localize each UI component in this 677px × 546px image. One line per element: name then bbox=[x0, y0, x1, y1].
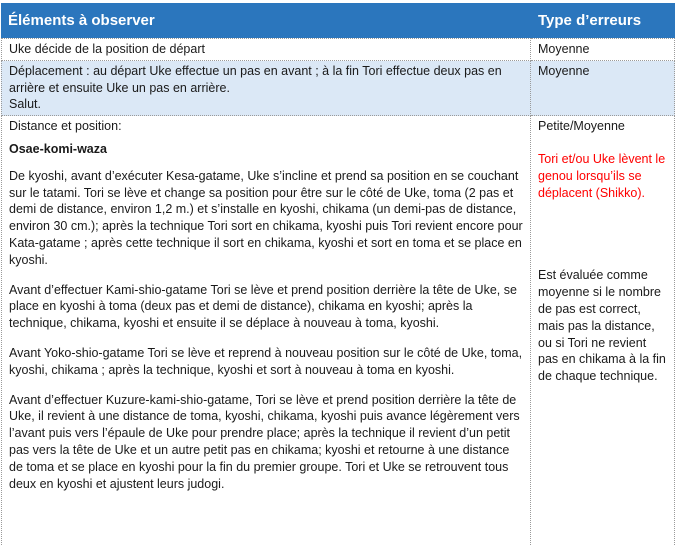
distance-position-label: Distance et position: bbox=[9, 119, 122, 134]
table-row-distance-position bbox=[1, 116, 675, 546]
column-header-elements: Éléments à observer bbox=[1, 3, 531, 38]
paragraph-kuzure-kami-shio-gatame: Avant d’effectuer Kuzure-kami-shio-gatame, Tori se lève et prend position derrière la tête de Uke, il revient à une distance de toma, kyoshi, chikama, kyoshi puis avance légèrement vers l’avant puis vers l’épaule de Uke pour prendre place; après la technique il revient d’un petit pas vers la tête de Uke et un autre petit pas en chikama; kyoshi et retourne à une distance de toma et se place en kyoshi pour la fin du premier groupe. Tori et Uke se retrouvent tous deux en kyoshi et ajustent leurs judogi. bbox=[9, 392, 520, 491]
shikko-error-note: Tori et/ou Uke lèvent le genou lorsqu’ils se déplacent (Shikko). bbox=[538, 151, 666, 200]
observation-text-salut: Salut. bbox=[9, 97, 41, 112]
error-type-value: Moyenne bbox=[538, 63, 590, 78]
observation-text: Déplacement : au départ Uke effectue un pas en avant ; à la fin Tori effectue deux pas en arrière et ensuite Uke un pas en arrière. bbox=[9, 63, 502, 95]
table-header-row bbox=[1, 3, 675, 38]
evaluation-rule-note: Est évaluée comme moyenne si le nombre de pas est correct, mais pas la distance, ou si Tori ne revient pas en chikama à la fin de chaque technique. bbox=[538, 268, 666, 384]
error-type-value: Moyenne bbox=[538, 42, 590, 56]
osae-komi-waza-heading: Osae-komi-waza bbox=[9, 141, 107, 156]
table-row-start-position bbox=[1, 38, 675, 61]
observation-criteria-table bbox=[1, 3, 675, 546]
table-row-displacement bbox=[1, 61, 675, 116]
observation-text: Uke décide de la position de départ bbox=[9, 42, 205, 56]
paragraph-kami-shio-gatame: Avant d’effectuer Kami-shio-gatame Tori se lève et prend position derrière la tête de Uke, se place en kyoshi à toma (deux pas et demi de distance), chikama en kyoshi; après la technique, chikama, kyoshi et ensuite il se déplace à nouveau à toma, kyoshi. bbox=[9, 282, 517, 331]
paragraph-kesa-gatame: De kyoshi, avant d’exécuter Kesa-gatame, Uke s’incline et prend sa position en se couchant sur le tatami. Tori se lève et change sa position pour être sur le côté de Uke, toma (2 pas et demi de distance, environ 1,2 m.) et s’installe en kyoshi, chikama (un demi-pas de distance, environ 30 cm.); après la technique Tori sort en chikama, kyoshi puis Tori revient encore pour Kata-gatame ; après cette technique il sort en chikama, kyoshi et sort en toma et se place en kyoshi. bbox=[9, 168, 523, 267]
error-type-value: Petite/Moyenne bbox=[538, 119, 625, 134]
paragraph-yoko-shio-gatame: Avant Yoko-shio-gatame Tori se lève et reprend à nouveau position sur le côté de Uke, toma, kyoshi, chikama ; après la technique, kyoshi et sort à nouveau à toma en kyoshi. bbox=[9, 345, 523, 377]
column-header-error-type: Type d’erreurs bbox=[531, 3, 675, 38]
